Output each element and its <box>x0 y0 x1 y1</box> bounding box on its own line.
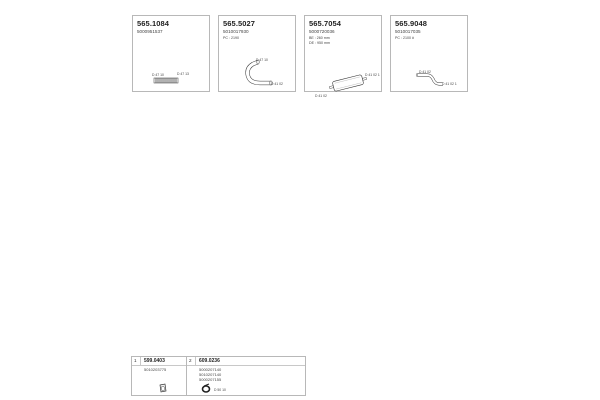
part-card-565-1084[interactable] <box>132 15 210 92</box>
spec-line: PC : 2190 <box>223 36 239 40</box>
accessory-609-0236[interactable] <box>186 356 306 396</box>
dimension-label: D 41 02 1 <box>442 82 457 86</box>
accessory-index: 1 <box>134 358 137 363</box>
dimension-label: D 50 10 <box>214 388 226 392</box>
part-card-565-9048[interactable] <box>390 15 468 92</box>
part-number: 565.7054 <box>309 19 342 28</box>
spec-line: DE : 950 mm <box>309 41 330 45</box>
dimension-label: D 47 10 <box>152 73 164 77</box>
accessory-part-number: 599.0403 <box>144 358 165 364</box>
dimension-label: D 47 10 <box>256 58 268 62</box>
accessory-oe-number: 5010207140 <box>199 372 222 377</box>
bent-tube-icon <box>219 16 297 93</box>
rubber-mount-icon <box>133 16 211 93</box>
spec-line: BE : 260 mm <box>309 36 330 40</box>
accessory-index: 2 <box>189 358 192 363</box>
part-number: 565.9048 <box>395 19 428 28</box>
accessory-oe-number: 5010203775 <box>144 367 167 372</box>
dimension-label: D 47 13 <box>177 72 189 76</box>
muffler-icon <box>305 16 383 98</box>
clamp-icon <box>187 357 307 397</box>
part-number: 565.5027 <box>223 19 256 28</box>
dimension-label: D 41 02 <box>419 70 431 74</box>
spec-line: PC : 2100 # <box>395 36 414 40</box>
accessory-oe-number: 5000207155 <box>199 377 222 382</box>
oe-number: 5000951537 <box>137 29 163 34</box>
part-card-565-5027[interactable] <box>218 15 296 92</box>
part-number: 565.1084 <box>137 19 170 28</box>
oe-number: 5010017930 <box>223 29 249 34</box>
part-card-565-7054[interactable] <box>304 15 382 98</box>
accessory-oe-number: 5000207140 <box>199 367 222 372</box>
accessory-part-number: 609.0236 <box>199 358 220 364</box>
oe-number: 5000720036 <box>309 29 335 34</box>
dimension-label: D 41 02 <box>315 94 327 98</box>
tail-pipe-icon <box>391 16 469 93</box>
dimension-label: D 41 02 <box>271 82 283 86</box>
dimension-label: D 41 02 1 <box>365 73 380 77</box>
oe-number: 5010017035 <box>395 29 421 34</box>
